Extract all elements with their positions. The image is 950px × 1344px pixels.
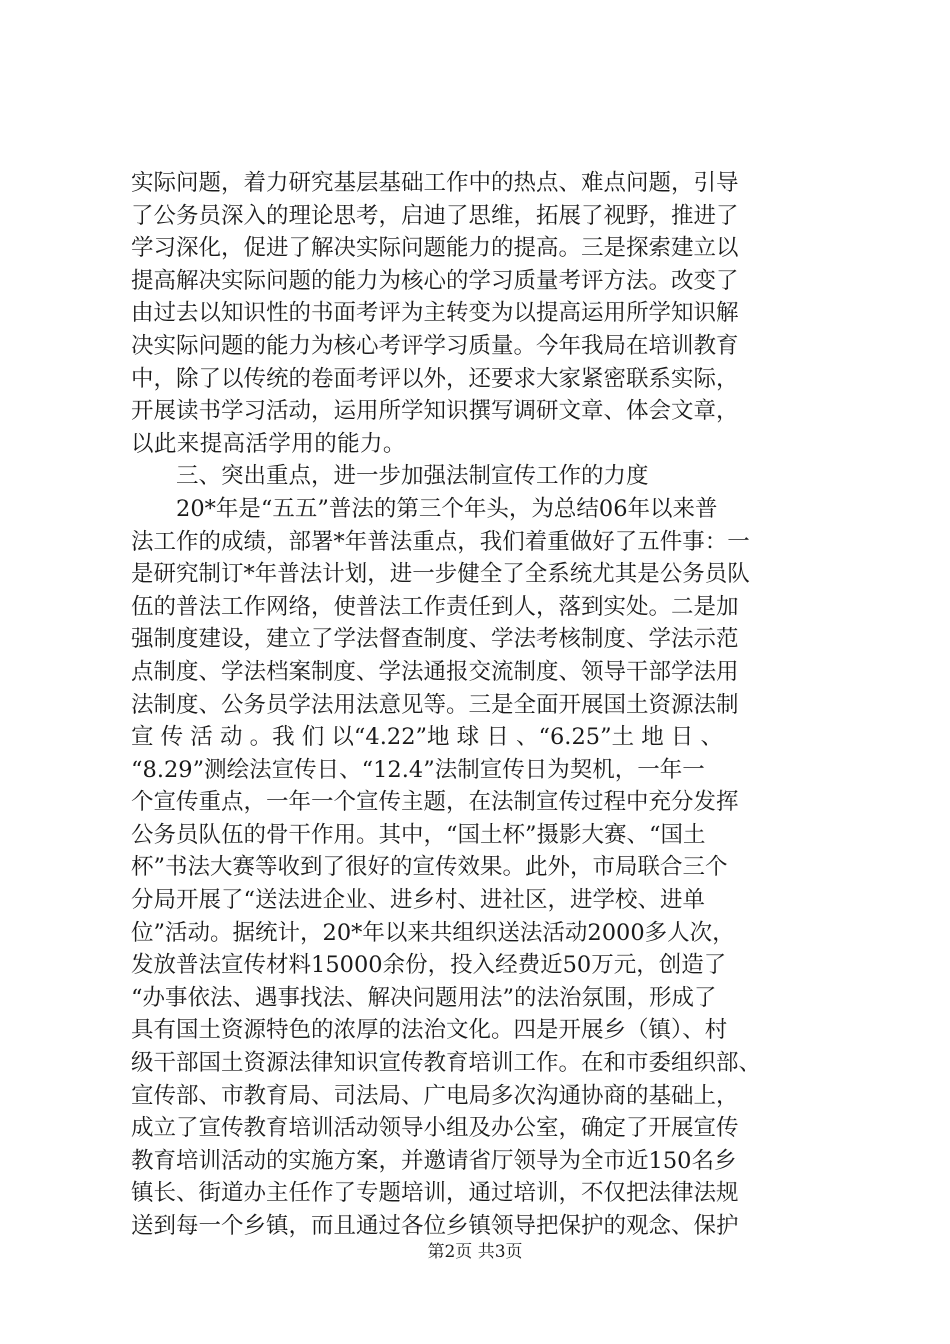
text-line: 杯”书法大赛等收到了很好的宣传效果。此外，市局联合三个 — [131, 854, 728, 881]
text-line: 法工作的成绩，部署*年普法重点，我们着重做好了五件事：一 — [131, 528, 750, 555]
text-line: 了公务员深入的理论思考，启迪了思维，拓展了视野，推进了 — [131, 202, 739, 229]
text-line: 是研究制订*年普法计划，进一步健全了全系统尤其是公务员队 — [131, 561, 750, 588]
text-line: 公务员队伍的骨干作用。其中，“国土杯”摄影大赛、“国土 — [131, 821, 706, 848]
text-line: 决实际问题的能力为核心考评学习质量。今年我局在培训教育 — [131, 332, 739, 359]
document-body — [131, 167, 831, 1243]
text-line: 三、突出重点，进一步加强法制宣传工作的力度 — [131, 463, 649, 490]
text-line: 成立了宣传教育培训活动领导小组及办公室，确定了开展宣传 — [131, 1115, 739, 1142]
text-line: 以此来提高活学用的能力。 — [131, 430, 406, 457]
text-line: 学习深化，促进了解决实际问题能力的提高。三是探索建立以 — [131, 235, 739, 262]
text-line: 开展读书学习活动，运用所学知识撰写调研文章、体会文章， — [131, 398, 739, 425]
text-line: 镇长、街道办主任作了专题培训，通过培训，不仅把法律法规 — [131, 1180, 739, 1207]
text-line: 中，除了以传统的卷面考评以外，还要求大家紧密联系实际， — [131, 365, 739, 392]
text-line: 个宣传重点，一年一个宣传主题，在法制宣传过程中充分发挥 — [131, 789, 739, 816]
text-line: 宣 传 活 动 。我 们 以“4.22”地 球 日 、“6.25”土 地 日 、 — [131, 724, 724, 751]
text-line: 由过去以知识性的书面考评为主转变为以提高运用所学知识解 — [131, 300, 739, 327]
text-line: 提高解决实际问题的能力为核心的学习质量考评方法。改变了 — [131, 267, 739, 294]
text-line: 点制度、学法档案制度、学法通报交流制度、领导干部学法用 — [131, 658, 739, 685]
text-line: 分局开展了“送法进企业、进乡村、进社区，进学校、进单 — [131, 887, 706, 914]
text-line: 伍的普法工作网络，使普法工作责任到人，落到实处。二是加 — [131, 593, 739, 620]
text-line: 送到每一个乡镇，而且通过各位乡镇领导把保护的观念、保护 — [131, 1213, 739, 1239]
text-line: 教育培训活动的实施方案，并邀请省厅领导为全市近150名乡 — [131, 1147, 737, 1174]
text-line: 发放普法宣传材料15000余份，投入经费近50万元，创造了 — [131, 952, 727, 979]
text-line: 强制度建设，建立了学法督查制度、学法考核制度、学法示范 — [131, 626, 739, 653]
text-line: 位”活动。据统计，20*年以来共组织送法活动2000多人次， — [131, 919, 735, 946]
page-footer: 第2页 共3页 — [427, 1242, 523, 1262]
text-line: 具有国土资源特色的浓厚的法治文化。四是开展乡（镇）、村 — [131, 1017, 728, 1044]
text-line: 级干部国土资源法律知识宣传教育培训工作。在和市委组织部、 — [131, 1050, 762, 1077]
text-line: 宣传部、市教育局、司法局、广电局多次沟通协商的基础上， — [131, 1082, 739, 1109]
text-line: 实际问题，着力研究基层基础工作中的热点、难点问题，引导 — [131, 170, 739, 196]
text-line: 20*年是“五五”普法的第三个年头，为总结06年以来普 — [131, 495, 718, 522]
text-line: 法制度、公务员学法用法意见等。三是全面开展国土资源法制 — [131, 691, 739, 718]
text-line: “8.29”测绘法宣传日、“12.4”法制宣传日为契机，一年一 — [131, 756, 705, 783]
text-line: “办事依法、遇事找法、解决问题用法”的法治氛围，形成了 — [131, 984, 717, 1011]
